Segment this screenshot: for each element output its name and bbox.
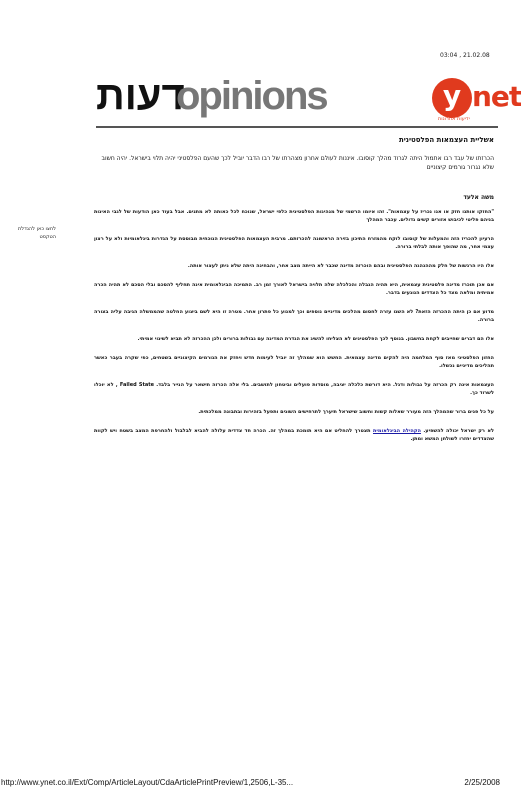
ynet-net-text: net [472, 80, 521, 113]
paragraph-with-link [94, 427, 494, 443]
paragraph: אם אכן תוכרז מדינה פלסטינית עצמאית, היא תהיה הגבלה והכלכלה שלה תלויה בישראל לאורך זמן רב. התמיכה הבינלאומית אינה תחליף להסכם ובלי הסכם לא תהיה הכרה אמיתית ומלאה מצד כל הצדדים הנוגעים בדבר. [94, 282, 494, 296]
masthead [96, 74, 521, 124]
paragraph: על כל פנים ברור שהמהלך הזה מעורר שאלות קשות וחשוב שישראל תיערך לתרחישים השונים ותפעל בזהירות ובתבונה ממלכתית. [198, 409, 494, 415]
paragraph: מדוע אם כן היתה ההכרזה הזאת? לא השגו עזרה לחסום מהלכים מדיניים נוספים וכך למנוע כל פתרון אחר. מטרה זו היא לשם ביצוע החלטה שהממשלה הגיבה עליה בצורה ברורה. [94, 309, 494, 323]
article-body [94, 208, 494, 454]
footer-url: http://www.ynet.co.il/Ext/Comp/ArticleLayout/CdaArticlePrintPreview/1,2506,L-35... [1, 778, 294, 787]
ynet-logo[interactable] [432, 76, 521, 122]
paragraph-text: לא רק ישראל יכולה להשפיע. הקהילה הבינלאומית תצטרך להחליט אם היא תומכת במהלך זה. הכרה חד צדדית עלולה להביא לבלבול ולהחרפת המצב בשטח ויש לקוות שהצדדים יחזרו לשולחן המשא ומתן. [94, 428, 494, 442]
paragraph: הרעיון להכריז הזה והמעלות של קוסובו לוקח מהמזרח התיכון בזירה הראשונה להכרזתם. מרבית העצמאות הפלסטינית הנוכחית מבוססת על הגדרות בינלאומיות ולא על רצון עצמי אחר, מה שהופך אותה לבלתי ברורה. [94, 236, 494, 250]
print-footer [0, 778, 504, 792]
inline-link[interactable]: הקהילה הבינלאומית [372, 428, 421, 434]
paragraph: אלו היו הרגשות של חלק מההנהגה הפלסטינית ובהם הוכרזה מדינה שכבר לא הייתה מצב אחר, והבחינה היתה שלא ניתן לעצור אותה. [187, 263, 494, 269]
logo-hebrew: דעות [96, 74, 185, 118]
publish-date: 03:04 , 21.02.08 [440, 52, 490, 59]
paragraph: העצמאות אינה רק הכרזה על גבולות ודגל. היא דורשת כלכלה יציבה, מוסדות פועלים וביטחון לתושבים. בלי אלה הכרזה תישאר על הנייר בלבד. Failed State , לא יוכלו לשרוד כך. [94, 382, 494, 396]
article-title: אשליית העצמאות הפלסטינית [398, 136, 494, 144]
paragraph: אלו הם דברים שחייבים לקחת בחשבון. בנוסף לכך הפלסטינים לא הצליחו להשיג את הגדרת המדינה עם גבולות ברורים ולכן ההכרזה לא תביא לשינוי אמיתי. [137, 336, 494, 342]
header-divider [96, 126, 498, 128]
ynet-subtitle: ידיעות אחרונות [438, 116, 470, 122]
logo-opinions: opinions [176, 74, 327, 118]
enlarge-text-link[interactable]: לחצו כאן להגדלת הטקסט [18, 226, 56, 240]
article-author: משה אלעד [463, 194, 494, 201]
article-lead: הכרזתו של עבד רבו אתמול היתה לגרוד מהלך קוסובו. איננות לעולם אחרון מצהרתו של רבו הדבר יוביל לכך שהעם הפלסטיני יהיה תלוי בישראל. יהיה חשוב שלא נגרור גורמים קיצוניים [101, 155, 494, 171]
footer-date: 2/25/2008 [464, 778, 500, 787]
paragraph: החזון הפלסטיני מאז סוף המלחמה היה להקים מדינה עצמאית. החשש הוא שמהלך זה יוביל לעימות חדש ויחזק את הגורמים הקיצוניים בשטחים, כפי שקרה בעבר כאשר תהליכים מדיניים נכשלו. [94, 355, 494, 369]
ynet-y-circle: y [432, 78, 472, 118]
paragraph: "החזקו אותנו חזק או אנו נכריז על עצמאות". זהו איומו הרשמי של מנהיגות הפלסטינית כלפי ישראל, שנוכח לכל כאותה לא מתנים. אבל בעוד כאן הודעות של לגבי האינות בניהם פליטי לכיבוש אזורים קשים גדולים. עכבר המהלך [94, 209, 494, 223]
